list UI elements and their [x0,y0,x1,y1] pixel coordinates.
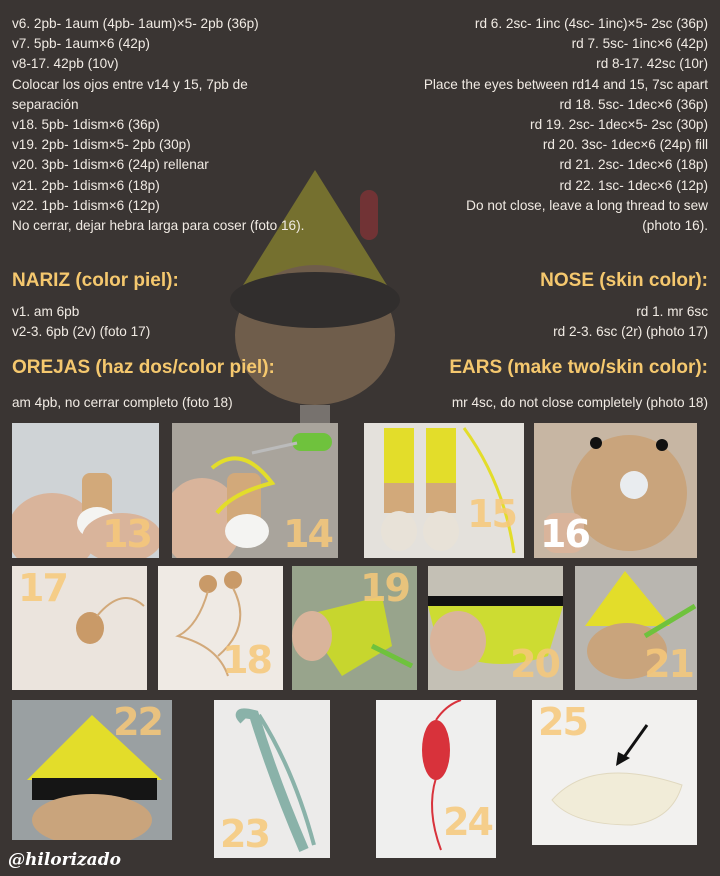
photo-number: 17 [18,566,67,610]
instruction-line: rd 19. 2sc- 1dec×5- 2sc (30p) [530,117,708,133]
photo-22 [12,700,172,840]
instruction-line: rd 22. 1sc- 1dec×6 (12p) [559,177,708,193]
ears-line-es: am 4pb, no cerrar completo (foto 18) [12,395,233,410]
instruction-line: rd 21. 2sc- 1dec×6 (18p) [559,157,708,173]
instruction-line: v8-17. 42pb (10v) [12,56,119,72]
nose-line-en: rd 2-3. 6sc (2r) (photo 17) [553,324,708,339]
photo-18 [158,566,283,690]
photo-number: 24 [443,800,492,844]
photo-number: 21 [644,642,693,686]
nose-line-es: v2-3. 6pb (2v) (foto 17) [12,324,151,339]
instruction-line: separación [12,96,79,112]
photo-16 [534,423,697,558]
photo-14 [172,423,338,558]
ears-title-en: EARS (make two/skin color): [449,357,708,378]
arrow-icon [622,725,647,760]
photo-number: 16 [540,512,589,556]
nose-line-es: v1. am 6pb [12,304,80,319]
instruction-line: Do not close, leave a long thread to sew [466,197,708,213]
photo-15-image [364,423,524,558]
instruction-line: (photo 16). [642,218,708,234]
english-instructions [358,14,708,236]
instruction-line: v20. 3pb- 1dism×6 (24p) rellenar [12,157,209,173]
photo-number: 15 [467,492,516,536]
instruction-line: rd 20. 3sc- 1dec×6 (24p) fill [542,137,708,153]
instruction-line: rd 8-17. 42sc (10r) [596,56,708,72]
instruction-line: rd 7. 5sc- 1inc×6 (42p) [571,36,708,52]
spanish-instructions [12,14,362,236]
nose-title-es: NARIZ (color piel): [12,270,179,291]
photo-20 [428,566,563,690]
photo-number: 18 [222,638,271,682]
photo-21 [575,566,697,690]
instruction-line: rd 6. 2sc- 1inc (4sc- 1inc)×5- 2sc (36p) [474,16,708,31]
photo-number: 22 [113,700,162,744]
ears-line-en: mr 4sc, do not close completely (photo 18) [451,395,708,410]
photo-24 [376,700,496,858]
photo-number: 19 [360,566,409,610]
photo-number: 13 [102,512,151,556]
instruction-line: v21. 2pb- 1dism×6 (18p) [12,177,160,193]
photo-number: 14 [283,512,332,556]
instruction-line: Colocar los ojos entre v14 y 15, 7pb de [12,76,248,92]
instruction-line: v22. 1pb- 1dism×6 (12p) [12,197,160,213]
watermark-handle: @hilorizado [8,850,121,870]
photo-23 [214,700,330,858]
instruction-line: v6. 2pb- 1aum (4pb- 1aum)×5- 2pb (36p) [12,16,259,31]
nose-title-en: NOSE (skin color): [540,270,708,291]
photo-number: 25 [538,700,587,744]
photo-15 [364,423,524,558]
photo-13 [12,423,159,558]
nose-line-en: rd 1. mr 6sc [636,304,708,319]
photo-number: 23 [220,812,269,856]
photo-25 [532,700,697,845]
instruction-line: v19. 2pb- 1dism×5- 2pb (30p) [12,137,191,153]
photo-17 [12,566,147,690]
photo-19 [292,566,417,690]
instruction-line: v18. 5pb- 1dism×6 (36p) [12,117,160,133]
instruction-line: v7. 5pb- 1aum×6 (42p) [12,36,150,52]
instruction-line: Place the eyes between rd14 and 15, 7sc apart [423,76,708,92]
instruction-line: No cerrar, dejar hebra larga para coser (foto 16). [12,218,305,234]
photo-number: 20 [510,642,559,686]
instruction-line: rd 18. 5sc- 1dec×6 (36p) [559,96,708,112]
ears-title-es: OREJAS (haz dos/color piel): [12,357,275,378]
